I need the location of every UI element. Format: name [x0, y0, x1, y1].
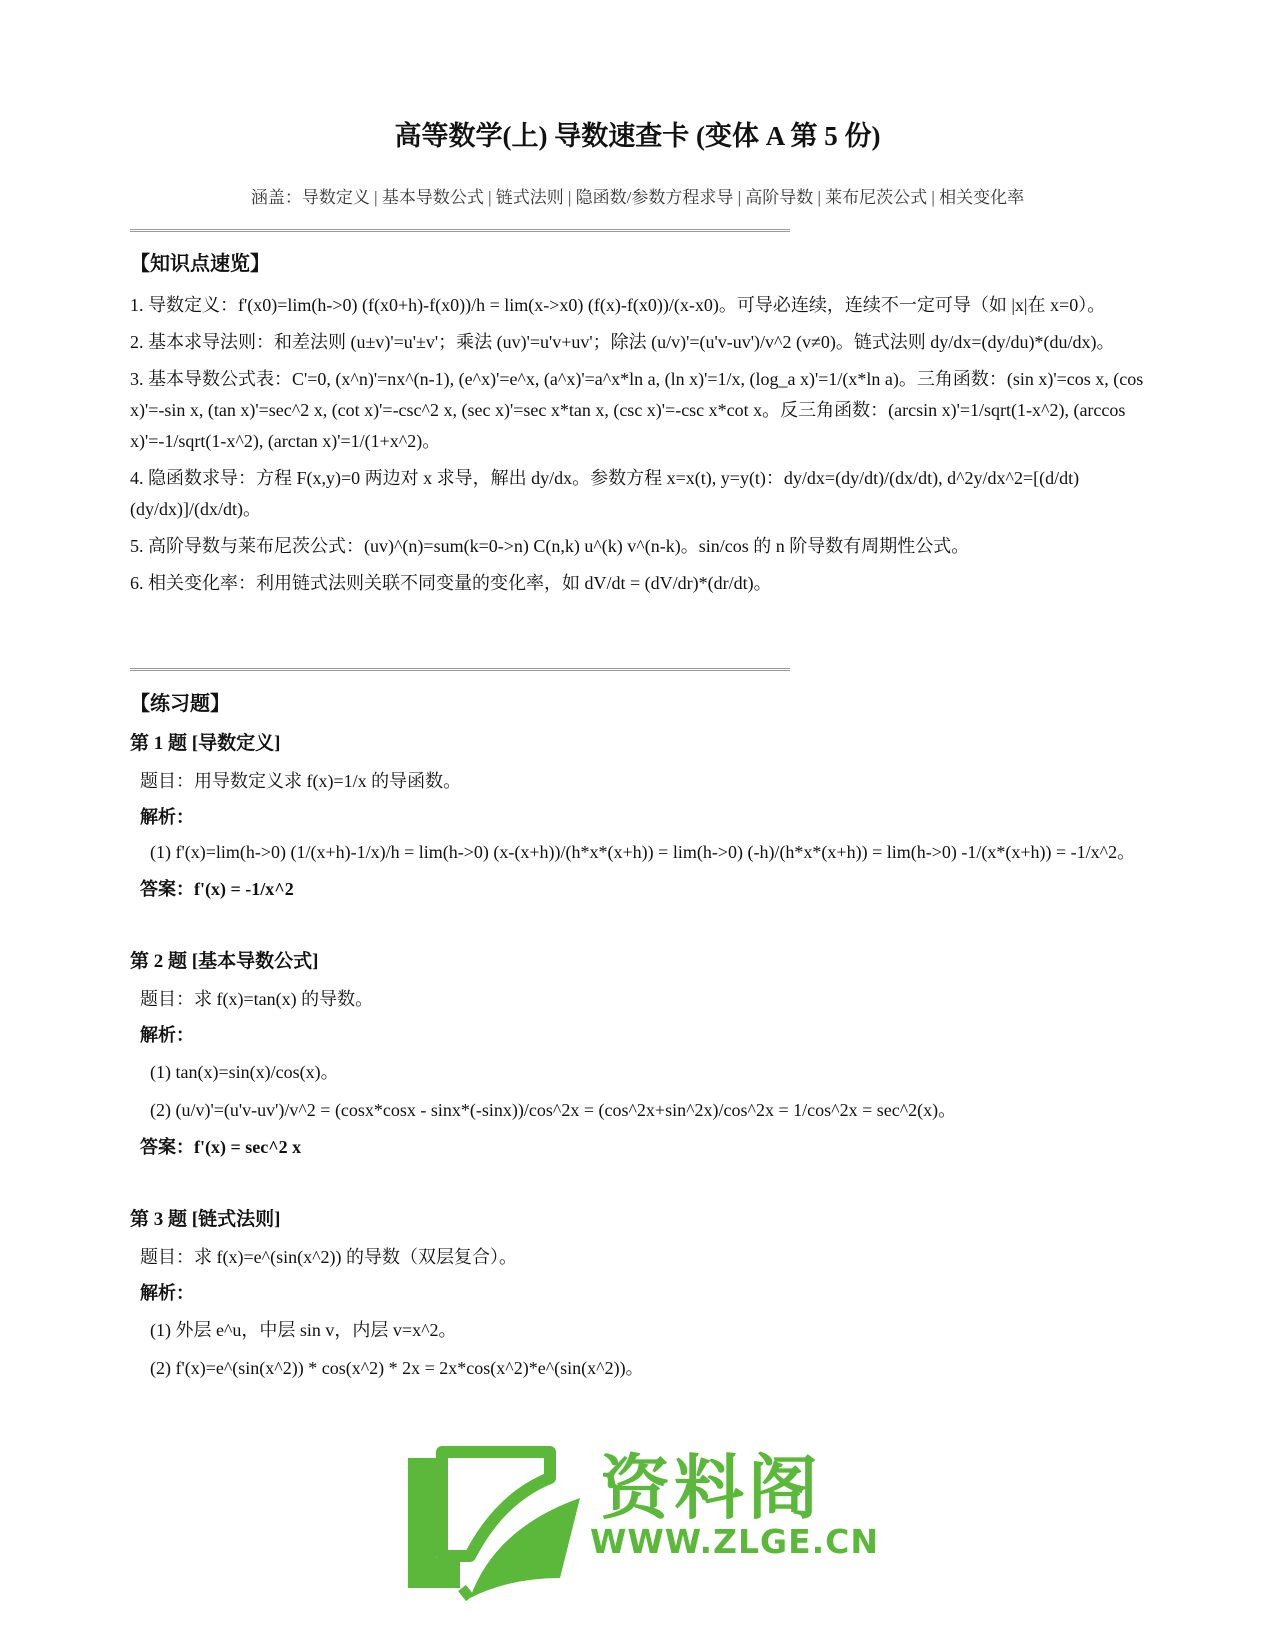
question-problem: 题目：用导数定义求 f(x)=1/x 的导函数。	[140, 771, 462, 791]
question-header: 第 1 题 [导数定义]	[130, 733, 281, 754]
knowledge-item: 2. 基本求导法则：和差法则 (u±v)'=u'±v'；乘法 (uv)'=u'v+uv'；除法 (u/v)'=(u'v-uv')/v^2 (v≠0)。链式法则 dy/dx=(dy/du)*(du/dx)。	[130, 332, 1115, 352]
knowledge-item: 4. 隐函数求导：方程 F(x,y)=0 两边对 x 求导，解出 dy/dx。参数方程 x=x(t), y=y(t)：dy/dx=(dy/dt)/(dx/dt), d^2y/dx^2=[(d/dt)(dy/dx)]/(dx/dt)。	[130, 468, 1080, 519]
analysis-step: (2) f'(x)=e^(sin(x^2)) * cos(x^2) * 2x = 2x*cos(x^2)*e^(sin(x^2))。	[150, 1358, 644, 1378]
analysis-label: 解析：	[140, 807, 194, 827]
question-problem: 题目：求 f(x)=e^(sin(x^2)) 的导数（双层复合）。	[140, 1247, 517, 1267]
analysis-step: (1) tan(x)=sin(x)/cos(x)。	[150, 1062, 339, 1082]
exercise-section	[130, 690, 1150, 1382]
question-problem: 题目：求 f(x)=tan(x) 的导数。	[140, 989, 374, 1009]
open-book-folder-icon	[400, 1438, 590, 1608]
knowledge-heading: 【知识点速览】	[130, 253, 270, 275]
watermark-url: WWW.ZLGE.CN	[590, 1522, 880, 1561]
knowledge-item: 3. 基本导数公式表：C'=0, (x^n)'=nx^(n-1), (e^x)'=e^x, (a^x)'=a^x*ln a, (ln x)'=1/x, (log_a x)'=1/(x*ln a)。三角函数：(sin x)'=cos x, (cos x)'=-sin x, (tan x)'=sec^2 x, (cot x)'=-csc^2 x, (sec x)'=sec x*tan x, (csc x)'=-csc x*cot x。反三角函数：(arcsin x)'=1/sqrt(1-x^2), (arccos x)'=-1/sqrt(1-x^2), (arctan x)'=1/(1+x^2)。	[130, 369, 1144, 451]
analysis-step: (2) (u/v)'=(u'v-uv')/v^2 = (cosx*cosx - sinx*(-sinx))/cos^2x = (cos^2x+sin^2x)/cos^2x = 1/cos^2x = sec^2(x)。	[150, 1100, 957, 1120]
watermark-brand: 资料阁	[600, 1447, 822, 1529]
question-3	[130, 1206, 1150, 1382]
question-1	[130, 730, 1150, 904]
exercise-heading: 【练习题】	[130, 693, 230, 715]
question-header: 第 3 题 [链式法则]	[130, 1209, 281, 1230]
divider-middle	[130, 668, 790, 671]
analysis-step: (1) f'(x)=lim(h->0) (1/(x+h)-1/x)/h = lim(h->0) (x-(x+h))/(h*x*(x+h)) = lim(h->0) (-h)/(h*x*(x+h)) = lim(h->0) -1/(x*(x+h)) = -1/x^2。	[150, 842, 1136, 862]
analysis-label: 解析：	[140, 1025, 194, 1045]
answer-line: 答案：f'(x) = -1/x^2	[140, 879, 294, 899]
knowledge-item: 1. 导数定义：f'(x0)=lim(h->0) (f(x0+h)-f(x0))/h = lim(x->x0) (f(x)-f(x0))/(x-x0)。可导必连续，连续不一定可导（如 |x|在 x=0）。	[130, 295, 1106, 315]
analysis-label: 解析：	[140, 1283, 194, 1303]
answer-line: 答案：f'(x) = sec^2 x	[140, 1137, 302, 1157]
analysis-step: (1) 外层 e^u，中层 sin v，内层 v=x^2。	[150, 1320, 457, 1340]
watermark-logo	[400, 1438, 880, 1618]
question-2	[130, 948, 1150, 1162]
page-title: 高等数学(上) 导数速查卡 (变体 A 第 5 份)	[394, 121, 881, 151]
question-header: 第 2 题 [基本导数公式]	[130, 951, 319, 972]
divider-top	[130, 229, 790, 232]
page-subtitle: 涵盖：导数定义 | 基本导数公式 | 链式法则 | 隐函数/参数方程求导 | 高阶导数 | 莱布尼茨公式 | 相关变化率	[250, 188, 1025, 207]
knowledge-section	[130, 250, 1150, 599]
knowledge-item: 5. 高阶导数与莱布尼茨公式：(uv)^(n)=sum(k=0->n) C(n,k) u^(k) v^(n-k)。sin/cos 的 n 阶导数有周期性公式。	[130, 536, 970, 556]
knowledge-item: 6. 相关变化率：利用链式法则关联不同变量的变化率，如 dV/dt = (dV/dr)*(dr/dt)。	[130, 573, 772, 593]
